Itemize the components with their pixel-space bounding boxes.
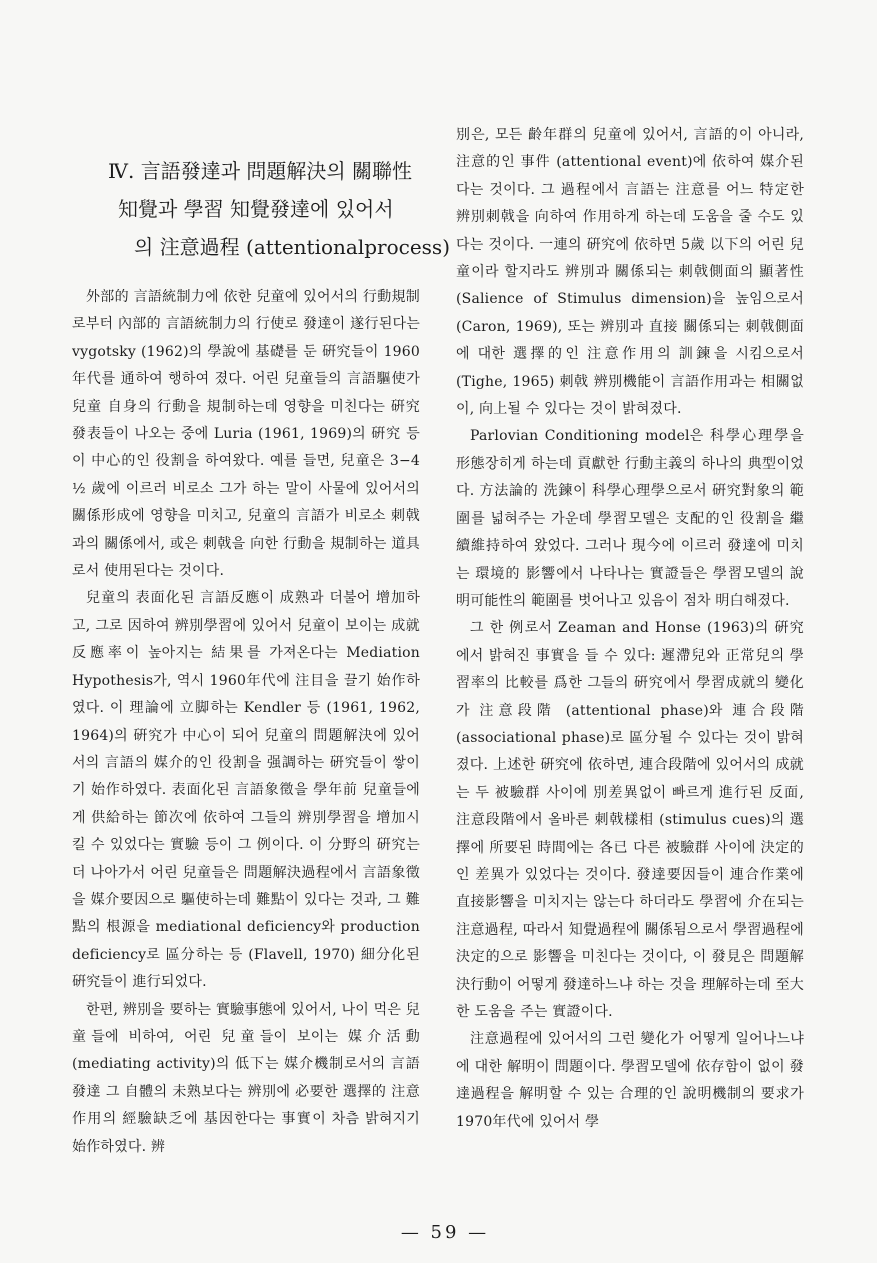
right-paragraph-4: 注意過程에 있어서의 그런 變化가 어떻게 일어나느냐에 대한 解明이 問題이다. 學習모델에 依存함이 없이 發達過程을 解明할 수 있는 合理的인 說明機制의 要求가 1970年代에 있어서 學 <box>456 1031 804 1130</box>
left-paragraph-1: 外部的 言語統制力에 依한 兒童에 있어서의 行動規制로부터 內部的 言語統制力의 行使로 發達이 遂行된다는 vygotsky (1962)의 學說에 基礎를 둔 硏究들이 1960年代를 通하여 행하여 졌다. 어린 兒童들의 言語驅使가 兒童 自身의 行動을 規制하는데 영향을 미친다는 硏究發表들이 나오는 중에 Luria (1961, 1969)의 硏究 등이 中心的인 役割을 하여왔다. 예를 들면, 兒童은 3−4 ½ 歲에 이르러 비로소 그가 하는 말이 사물에 있어서의 關係形成에 영향을 미치고, 兒童의 言語가 비로소 刺戟과의 關係에서, 或은 刺戟을 向한 行動을 規制하는 道具로서 使用된다는 것이다. <box>72 289 420 580</box>
right-column <box>456 122 804 1136</box>
page-number: — 59 — <box>400 1222 490 1243</box>
heading-line-3: 의 注意過程 (attentionalprocess) <box>134 235 450 259</box>
left-column <box>72 284 420 1161</box>
right-paragraph-2: Parlovian Conditioning model은 科學心理學을 形態장히게 하는데 貢獻한 行動主義의 하나의 典型이었다. 方法論的 洗鍊이 科學心理學으로서 硏究對象의 範圍를 넓혀주는 가운데 學習모델은 支配的인 役割을 繼續維持하여 왔었다. 그러나 現今에 이르러 發達에 미치는 環境的 影響에서 나타나는 實證들은 學習모델의 說明可能性의 範圍를 벗어나고 있음이 점차 明白해졌다. <box>456 428 804 609</box>
heading-line-1: Ⅳ. 言語發達과 問題解決의 關聯性 <box>108 159 413 183</box>
heading-line-2: 知覺과 學習 知覺發達에 있어서 <box>118 197 394 221</box>
section-heading <box>108 152 450 266</box>
left-paragraph-2: 兒童의 表面化된 言語反應이 成熟과 더불어 增加하고, 그로 因하여 辨別學習에 있어서 兒童이 보이는 成就反應率이 높아지는 結果를 가져온다는 Mediation Hypothesis가, 역시 1960年代에 注目을 끌기 始作하였다. 이 理論에 立脚하는 Kendler 등 (1961, 1962, 1964)의 硏究가 中心이 되어 兒童의 問題解決에 있어서의 言語의 媒介的인 役割을 强調하는 硏究들이 쌓이기 始作하였다. 表面化된 言語象徵을 學年前 兒童들에게 供給하는 節次에 依하여 그들의 辨別學習을 增加시킬 수 있었다는 實驗 등이 그 例이다. 이 分野의 硏究는 더 나아가서 어린 兒童들은 問題解決過程에서 言語象徵을 媒介要因으로 驅使하는데 難點이 있다는 것과, 그 難點의 根源을 mediational deficiency와 production deficiency로 區分하는 등 (Flavell, 1970) 細分化된 硏究들이 進行되었다. <box>72 590 420 991</box>
right-paragraph-1: 別은, 모든 齡年群의 兒童에 있어서, 言語的이 아니라, 注意的인 事件 (attentional event)에 依하여 媒介된다는 것이다. 그 過程에서 言語는 注意를 어느 特定한 辨別刺戟을 向하여 作用하게 하는데 도움을 줄 수도 있다는 것이다. 一連의 硏究에 依하면 5歲 以下의 어린 兒童이라 할지라도 辨別과 關係되는 刺戟側面의 顯著性 (Salience of Stimulus dimension)을 높임으로서 (Caron, 1969), 또는 辨別과 直接 關係되는 刺戟側面에 대한 選擇的인 注意作用의 訓鍊을 시킴으로서 (Tighe, 1965) 刺戟 辨別機能이 言語作用과는 相關없이, 向上될 수 있다는 것이 밝혀졌다. <box>456 127 804 418</box>
left-paragraph-3: 한편, 辨別을 要하는 實驗事態에 있어서, 나이 먹은 兒童들에 비하여, 어린 兒童들이 보이는 媒介活動 (mediating activity)의 低下는 媒介機制로서의 言語發達 그 自體의 未熟보다는 辨別에 必要한 選擇的 注意作用의 經驗缺乏에 基因한다는 事實이 차츰 밝혀지기 始作하였다. 辨 <box>72 1001 420 1155</box>
right-paragraph-3: 그 한 例로서 Zeaman and Honse (1963)의 硏究에서 밝혀진 事實을 들 수 있다: 遲滯兒와 正常兒의 學習率의 比較를 爲한 그들의 硏究에서 學習成就의 變化가 注意段階 (attentional phase)와 連合段階 (associational phase)로 區分될 수 있다는 것이 밝혀졌다. 上述한 硏究에 依하면, 連合段階에 있어서의 成就는 두 被驗群 사이에 別差異없이 빠르게 進行된 反面, 注意段階에서 올바른 刺戟樣相 (stimulus cues)의 選擇에 所要된 時間에는 各已 다른 被驗群 사이에 決定的인 差異가 있었다는 것이다. 發達要因들이 連合作業에 直接影響을 미치지는 않는다 하더라도 學習에 介在되는 注意過程, 따라서 知覺過程에 關係됨으로서 學習過程에 決定的으로 影響을 미친다는 것이다, 이 發見은 問題解決行動이 어떻게 發達하느냐 하는 것을 理解하는데 至大한 도움을 주는 實證이다. <box>456 620 804 1020</box>
